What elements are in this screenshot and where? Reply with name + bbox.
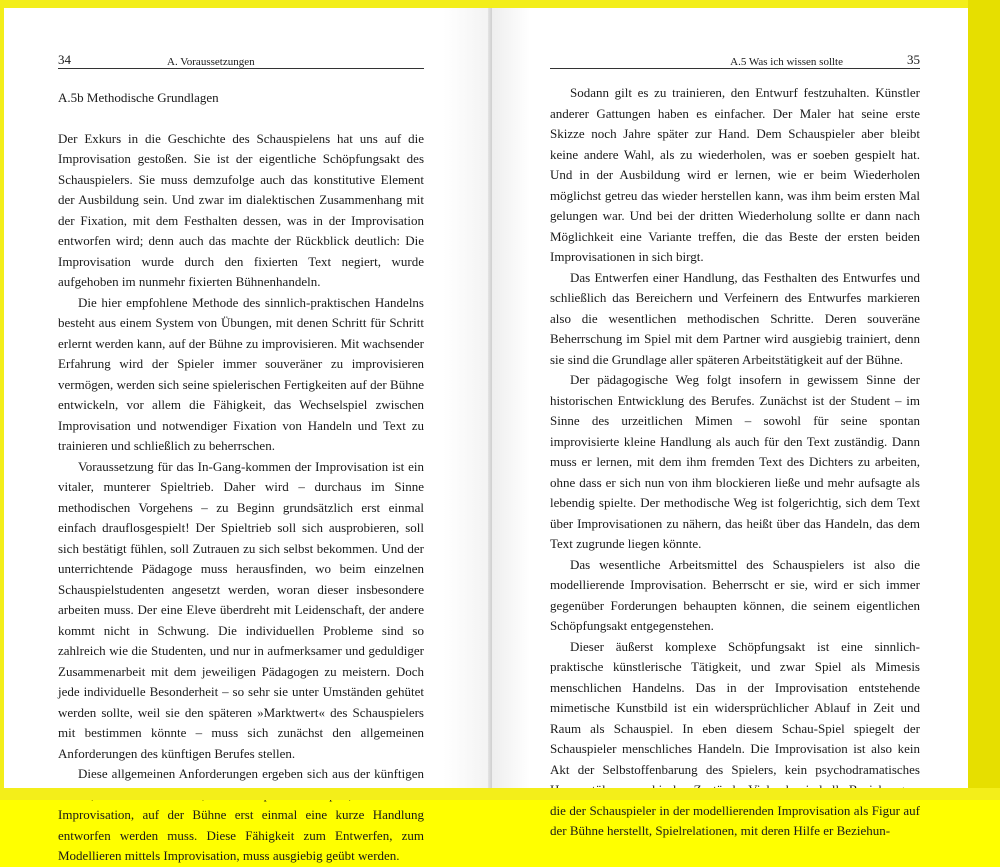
left-page-header — [58, 46, 424, 69]
page-edge-bottom — [0, 788, 1000, 800]
right-page-number: 35 — [907, 52, 920, 67]
right-paragraph: Das wesentliche Arbeitsmittel des Schauspielers ist also die modellierende Improvisation. Beherrscht er sie, wird er sich immer gegenüber Forderungen behaupten können, die seinem eigentlichen Schöpfungsakt entgegenstehen. — [550, 556, 920, 633]
left-paragraph: Voraussetzung für das In-Gang-kommen der Improvisation ist ein vitaler, munterer Spieltrieb. Daher wird – durchaus im Sinne methodischen Vorgehens – zu Beginn grundsätzlich erst einmal einfach drauflosgespielt! Der Spieltrieb soll sich ausprobieren, soll sich bestätigt fühlen, soll Zutrauen zu sich selbst bekommen. Und der unterrichtende Pädagoge muss herausfinden, wo beim einzelnen Schauspielstudenten angesetzt werden, woran dieser insbesondere arbeiten muss. Der eine Eleve überdreht mit Leidenschaft, der andere kommt nicht in Schwung. Die individuellen Probleme sind so zahlreich wie die Studenten, und nur in aufmerksamer und geduldiger Zusammenarbeit mit dem jeweiligen Pädagogen zu meistern. Doch jede individuelle Besonderheit – so sehr sie unter Umständen gehütet werden sollte, weil sie den späteren »Marktwert« des Schauspielers mit bestimmen könnte – muss sich zunächst den allgemeinen Anforderungen des künftigen Berufes stellen. — [58, 458, 424, 761]
left-paragraph: Diese allgemeinen Anforderungen ergeben sich aus der künftigen Improvisation, auf der Bühne erst einmal eine kurze Handlung entworfen werden muss. Diese Fähigkeit zum Entwerfen, zum Modellieren mittels Improvisation, muss ausgiebig geübt werden. — [58, 766, 424, 863]
right-paragraph: Das Entwerfen einer Handlung, das Festhalten des Entwurfes und schließlich das Bereichern und Verfeinern des Entwurfes markieren also die wesentlichen methodischen Schritte. Deren souveräne Beherrschung im Spiel mit dem Partner wird ausgiebig trainiert, denn sie sind die Grundlage aller späteren Arbeitstätigkeit auf der Bühne. — [550, 269, 920, 367]
page-edge-right — [968, 0, 1000, 800]
page-edge-top — [0, 0, 1000, 8]
right-paragraph: Der pädagogische Weg folgt insofern in gewissem Sinne der historischen Entwicklung des Berufes. Zunächst ist der Student – im Sinne des urzeitlichen Mimen – sowohl für seine spontan improvisierte kleine Handlung als auch für den Text zuständig. Dann muss er lernen, mit dem ihm fremden Text des Dichters zu arbeiten, ohne dass er sich nun von ihm blockieren ließe und mehr aufsagte als lebendig spielte. Der methodische Weg ist folgerichtig, sich dem Text über Improvisationen zu nähern, das heißt über das Handeln, das dem Text zugrunde liegen könnte. — [550, 372, 920, 551]
left-paragraph: Die hier empfohlene Methode des sinnlich-praktischen Handelns besteht aus einem System von Übungen, mit denen Schritt für Schritt erlernt werden kann, auf der Bühne zu improvisieren. Mit wachsender Erfahrung wird der Spieler immer souveräner zu improvisieren vermögen, werden sich seine spielerischen Fertigkeiten auf der Bühne entwickeln, vor allem die Fähigkeit, das Wechselspiel zwischen Improvisation und notwendiger Fixation von Handeln und Text zu trainieren und schließlich zu beherrschen. — [58, 294, 424, 453]
left-page — [4, 8, 492, 863]
right-page-header — [550, 46, 920, 69]
left-page-number: 34 — [58, 52, 71, 67]
left-paragraph: Der Exkurs in die Geschichte des Schauspielens hat uns auf die Improvisation gestoßen. Sie ist der eigentliche Schöpfungsakt des Schauspielers. Sie muss demzufolge auch das konstitutive Element der Ausbildung sein. Und zwar im dialektischen Zusammenhang mit der Fixation, mit dem Festhalten dessen, was in der Improvisation entworfen wird; denn auch das machte der Rückblick deutlich: Die Improvisation wurde durch den fixierten Text negiert, wurde aufgehoben im nunmehr fixierten Bühnenhandeln. — [58, 130, 424, 289]
right-paragraph: Dieser äußerst komplexe Schöpfungsakt ist eine sinnlich-praktische künstlerische Tätigkeit, und zwar Spiel als Mimesis menschlichen Handelns. Das in der Improvisation entstehende mimetische Kunstbild ist ein widersprüchlicher Ablauf in Zeit und Raum als Schauspiel. In eben diesem Schau-Spiel spiegelt der Schauspieler menschliches Handeln. Die Improvisation ist also kein Akt der Selbstoffenbarung des Spielers, kein psychodramatisches die der Schauspieler in der modellierenden Improvisation als Figur auf der Bühne herstellt, Spielrelationen, mit deren Hilfe er Beziehun- — [550, 638, 920, 838]
right-paragraph: Sodann gilt es zu trainieren, den Entwurf festzuhalten. Künstler anderer Gattungen haben es einfacher. Der Maler hat seine erste Skizze noch Jahre später zur Hand. Dem Schauspieler aber bleibt keine andere Wahl, als zu wiederholen, was er soeben gespielt hat. Und in der Ausbildung wird er lernen, wie er beim Wiederholen möglichst getreu das wieder herstellen kann, was ihm beim ersten Mal gelungen war. Und bei der dritten Wiederholung sollte er dann nach Möglichkeit eine Variante treffen, die das Beste der ersten beiden Improvisationen in sich birgt. — [550, 85, 920, 264]
right-running-head: A.5 Was ich wissen sollte — [730, 56, 843, 68]
right-page — [492, 8, 968, 838]
section-title: A.5b Methodische Grundlagen — [58, 90, 219, 105]
right-page-body — [550, 83, 920, 842]
left-page-body — [58, 88, 424, 867]
left-running-head: A. Voraussetzungen — [167, 56, 255, 68]
